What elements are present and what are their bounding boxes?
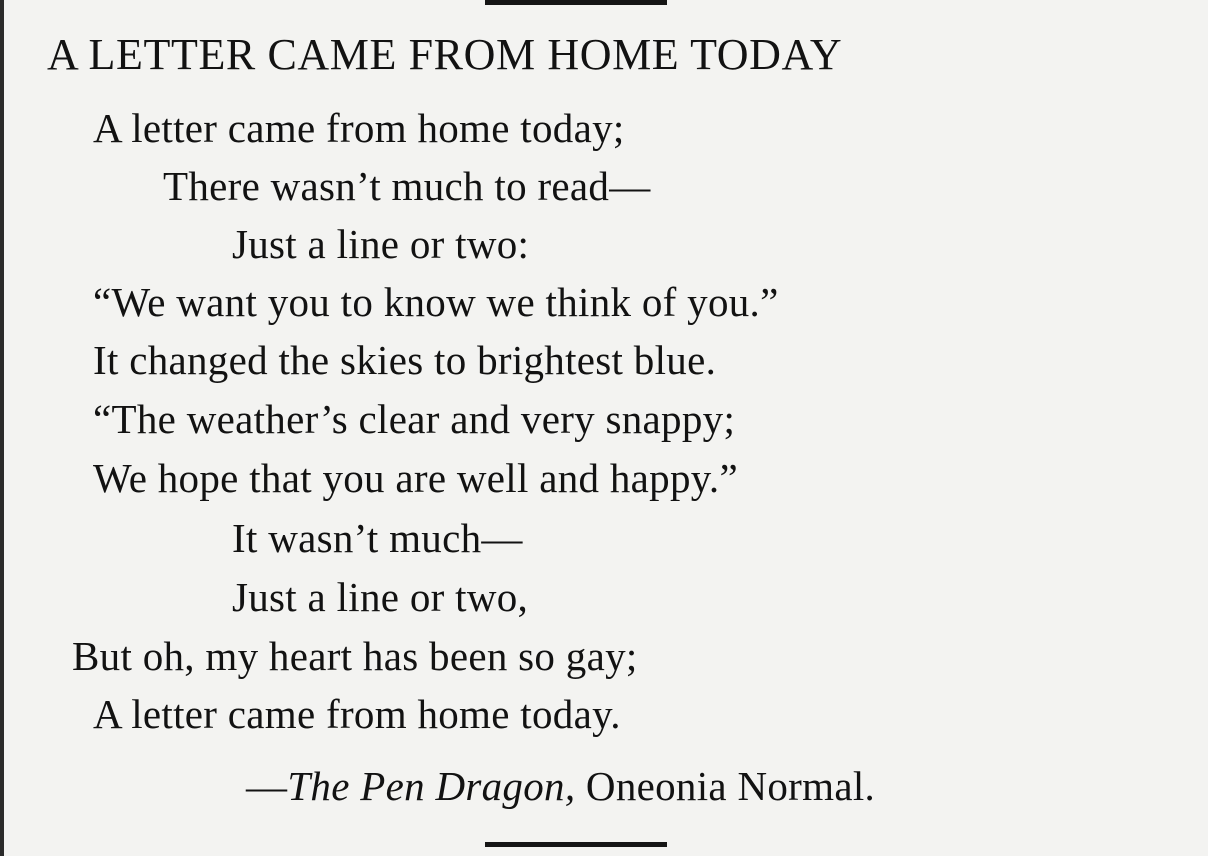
attribution xyxy=(246,761,875,811)
poem-line: A letter came from home today; xyxy=(93,105,625,151)
attribution-dash: — xyxy=(246,763,288,809)
attribution-place: Oneonia Normal. xyxy=(575,763,876,809)
poem-line: There wasn’t much to read— xyxy=(163,163,651,209)
poem-line: It changed the skies to brightest blue. xyxy=(93,337,717,383)
top-rule xyxy=(485,0,667,5)
poem-line: It wasn’t much— xyxy=(232,515,523,561)
poem-line: We hope that you are well and happy.” xyxy=(93,455,738,501)
attribution-source: The Pen Dragon, xyxy=(287,763,576,809)
poem-title: A LETTER CAME FROM HOME TODAY xyxy=(47,30,843,79)
poem-line: Just a line or two: xyxy=(232,221,530,267)
poem-line: Just a line or two, xyxy=(232,574,529,620)
poem-line: “We want you to know we think of you.” xyxy=(93,279,779,325)
poem-line: “The weather’s clear and very snappy; xyxy=(93,396,736,442)
bottom-rule xyxy=(485,842,667,847)
poem-line: A letter came from home today. xyxy=(93,691,621,737)
poem-line: But oh, my heart has been so gay; xyxy=(72,633,638,679)
page-edge xyxy=(0,0,4,856)
